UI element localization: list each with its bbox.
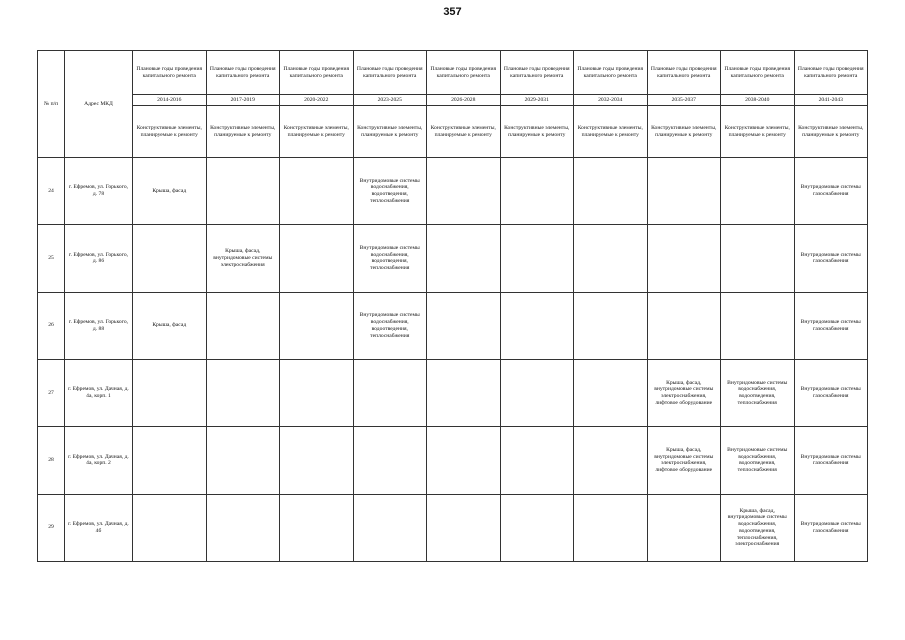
repair-elements-cell (574, 292, 648, 359)
repair-elements-cell (721, 292, 795, 359)
repair-elements-cell (721, 225, 795, 292)
row-number-cell: 29 (38, 494, 65, 561)
repair-elements-cell (500, 225, 574, 292)
period-title-header: Плановые годы проведения капитального ремонта (647, 51, 721, 95)
period-title-header: Плановые годы проведения капитального ремонта (721, 51, 795, 95)
row-number-cell: 27 (38, 359, 65, 426)
period-elements-header: Конструктивные элементы, планируемые к ремонту (794, 106, 868, 158)
repair-elements-cell (206, 427, 280, 494)
repair-elements-cell (206, 359, 280, 426)
repair-elements-cell (353, 494, 427, 561)
repair-elements-cell (133, 225, 207, 292)
period-elements-header: Конструктивные элементы, планируемые к ремонту (206, 106, 280, 158)
repair-elements-cell (500, 427, 574, 494)
repair-elements-cell (427, 158, 501, 225)
repair-elements-cell: Внутридомовые системы газоснабжения (794, 225, 868, 292)
address-cell: г. Ефремов, ул. Горького, д. 88 (65, 292, 133, 359)
repair-elements-cell (574, 225, 648, 292)
column-header-number: № п/п (38, 51, 65, 158)
repair-elements-cell (427, 292, 501, 359)
table-body (38, 158, 868, 562)
period-title-header: Плановые годы проведения капитального ремонта (206, 51, 280, 95)
period-title-header: Плановые годы проведения капитального ремонта (353, 51, 427, 95)
repair-elements-cell (280, 494, 354, 561)
header-row-elements (38, 106, 868, 158)
period-elements-header: Конструктивные элементы, планируемые к ремонту (574, 106, 648, 158)
period-elements-header: Конструктивные элементы, планируемые к ремонту (647, 106, 721, 158)
repair-elements-cell (574, 494, 648, 561)
repair-elements-cell: Внутридомовые системы газоснабжения (794, 158, 868, 225)
repair-elements-cell: Внутридомовые системы газоснабжения (794, 494, 868, 561)
repair-elements-cell (427, 359, 501, 426)
header-row-years (38, 95, 868, 106)
address-cell: г. Ефремов, ул. Дачная, д. 4а, корп. 2 (65, 427, 133, 494)
period-title-header: Плановые годы проведения капитального ремонта (280, 51, 354, 95)
repair-elements-cell (353, 427, 427, 494)
repair-elements-cell: Крыша, фасад, внутридомовые системы электроснабжения, лифтовое оборудование (647, 359, 721, 426)
repair-elements-cell (721, 158, 795, 225)
period-years-header: 2017-2019 (206, 95, 280, 106)
period-elements-header: Конструктивные элементы, планируемые к ремонту (353, 106, 427, 158)
row-number-cell: 24 (38, 158, 65, 225)
table-row (38, 359, 868, 426)
repair-elements-cell (280, 158, 354, 225)
capital-repair-schedule-table (37, 50, 868, 562)
repair-elements-cell (500, 494, 574, 561)
repair-elements-cell: Внутридомовые системы водоснабжения, водоотведения, теплоснабжения (721, 427, 795, 494)
column-header-address: Адрес МКД (65, 51, 133, 158)
table-row (38, 225, 868, 292)
repair-elements-cell (280, 359, 354, 426)
address-cell: г. Ефремов, ул. Горького, д. 78 (65, 158, 133, 225)
repair-elements-cell: Крыша, фасад (133, 158, 207, 225)
repair-elements-cell: Внутридомовые системы газоснабжения (794, 427, 868, 494)
page-number: 357 (443, 6, 462, 18)
period-title-header: Плановые годы проведения капитального ремонта (500, 51, 574, 95)
repair-elements-cell (427, 427, 501, 494)
repair-elements-cell (133, 359, 207, 426)
table-row (38, 158, 868, 225)
period-years-header: 2014-2016 (133, 95, 207, 106)
repair-elements-cell (133, 427, 207, 494)
repair-elements-cell (500, 158, 574, 225)
table-row (38, 427, 868, 494)
repair-elements-cell (280, 225, 354, 292)
period-years-header: 2029-2031 (500, 95, 574, 106)
period-years-header: 2041-2043 (794, 95, 868, 106)
period-title-header: Плановые годы проведения капитального ремонта (794, 51, 868, 95)
repair-elements-cell (574, 359, 648, 426)
repair-elements-cell (500, 292, 574, 359)
repair-elements-cell: Внутридомовые системы газоснабжения (794, 292, 868, 359)
row-number-cell: 25 (38, 225, 65, 292)
repair-elements-cell (133, 494, 207, 561)
repair-elements-cell (500, 359, 574, 426)
table-row (38, 292, 868, 359)
repair-elements-cell: Крыша, фасад (133, 292, 207, 359)
repair-elements-cell: Внутридомовые системы водоснабжения, водоотведения, теплоснабжения (353, 292, 427, 359)
period-years-header: 2032-2034 (574, 95, 648, 106)
repair-elements-cell (206, 494, 280, 561)
period-elements-header: Конструктивные элементы, планируемые к ремонту (133, 106, 207, 158)
repair-elements-cell: Крыша, фасад, внутридомовые системы электроснабжения, лифтовое оборудование (647, 427, 721, 494)
repair-elements-cell (206, 292, 280, 359)
period-elements-header: Конструктивные элементы, планируемые к ремонту (721, 106, 795, 158)
row-number-cell: 26 (38, 292, 65, 359)
repair-elements-cell (647, 225, 721, 292)
period-years-header: 2020-2022 (280, 95, 354, 106)
period-years-header: 2023-2025 (353, 95, 427, 106)
address-cell: г. Ефремов, ул. Горького, д. 86 (65, 225, 133, 292)
period-elements-header: Конструктивные элементы, планируемые к ремонту (500, 106, 574, 158)
repair-elements-cell (427, 494, 501, 561)
repair-elements-cell: Внутридомовые системы водоснабжения, водоотведения, теплоснабжения (721, 359, 795, 426)
repair-elements-cell (647, 292, 721, 359)
period-title-header: Плановые годы проведения капитального ремонта (574, 51, 648, 95)
period-elements-header: Конструктивные элементы, планируемые к ремонту (280, 106, 354, 158)
header-row-period-titles (38, 51, 868, 95)
repair-elements-cell (647, 158, 721, 225)
period-title-header: Плановые годы проведения капитального ремонта (133, 51, 207, 95)
period-years-header: 2026-2028 (427, 95, 501, 106)
repair-elements-cell (353, 359, 427, 426)
period-years-header: 2035-2037 (647, 95, 721, 106)
table-row (38, 494, 868, 561)
repair-elements-cell (427, 225, 501, 292)
repair-elements-cell: Крыша, фасад, внутридомовые системы водоснабжения, водоотведения, теплоснабжения, электроснабжения (721, 494, 795, 561)
address-cell: г. Ефремов, ул. Дачная, д. 4а, корп. 1 (65, 359, 133, 426)
period-title-header: Плановые годы проведения капитального ремонта (427, 51, 501, 95)
address-cell: г. Ефремов, ул. Дачная, д. 4б (65, 494, 133, 561)
repair-elements-cell (574, 158, 648, 225)
repair-elements-cell (206, 158, 280, 225)
period-elements-header: Конструктивные элементы, планируемые к ремонту (427, 106, 501, 158)
repair-elements-cell (280, 292, 354, 359)
repair-elements-cell: Крыша, фасад, внутридомовые системы электроснабжения (206, 225, 280, 292)
row-number-cell: 28 (38, 427, 65, 494)
repair-elements-cell: Внутридомовые системы газоснабжения (794, 359, 868, 426)
repair-elements-cell (647, 494, 721, 561)
repair-elements-cell (280, 427, 354, 494)
repair-elements-cell: Внутридомовые системы водоснабжения, водоотведения, теплоснабжения (353, 158, 427, 225)
repair-elements-cell: Внутридомовые системы водоснабжения, водоотведения, теплоснабжения (353, 225, 427, 292)
repair-elements-cell (574, 427, 648, 494)
period-years-header: 2038-2040 (721, 95, 795, 106)
